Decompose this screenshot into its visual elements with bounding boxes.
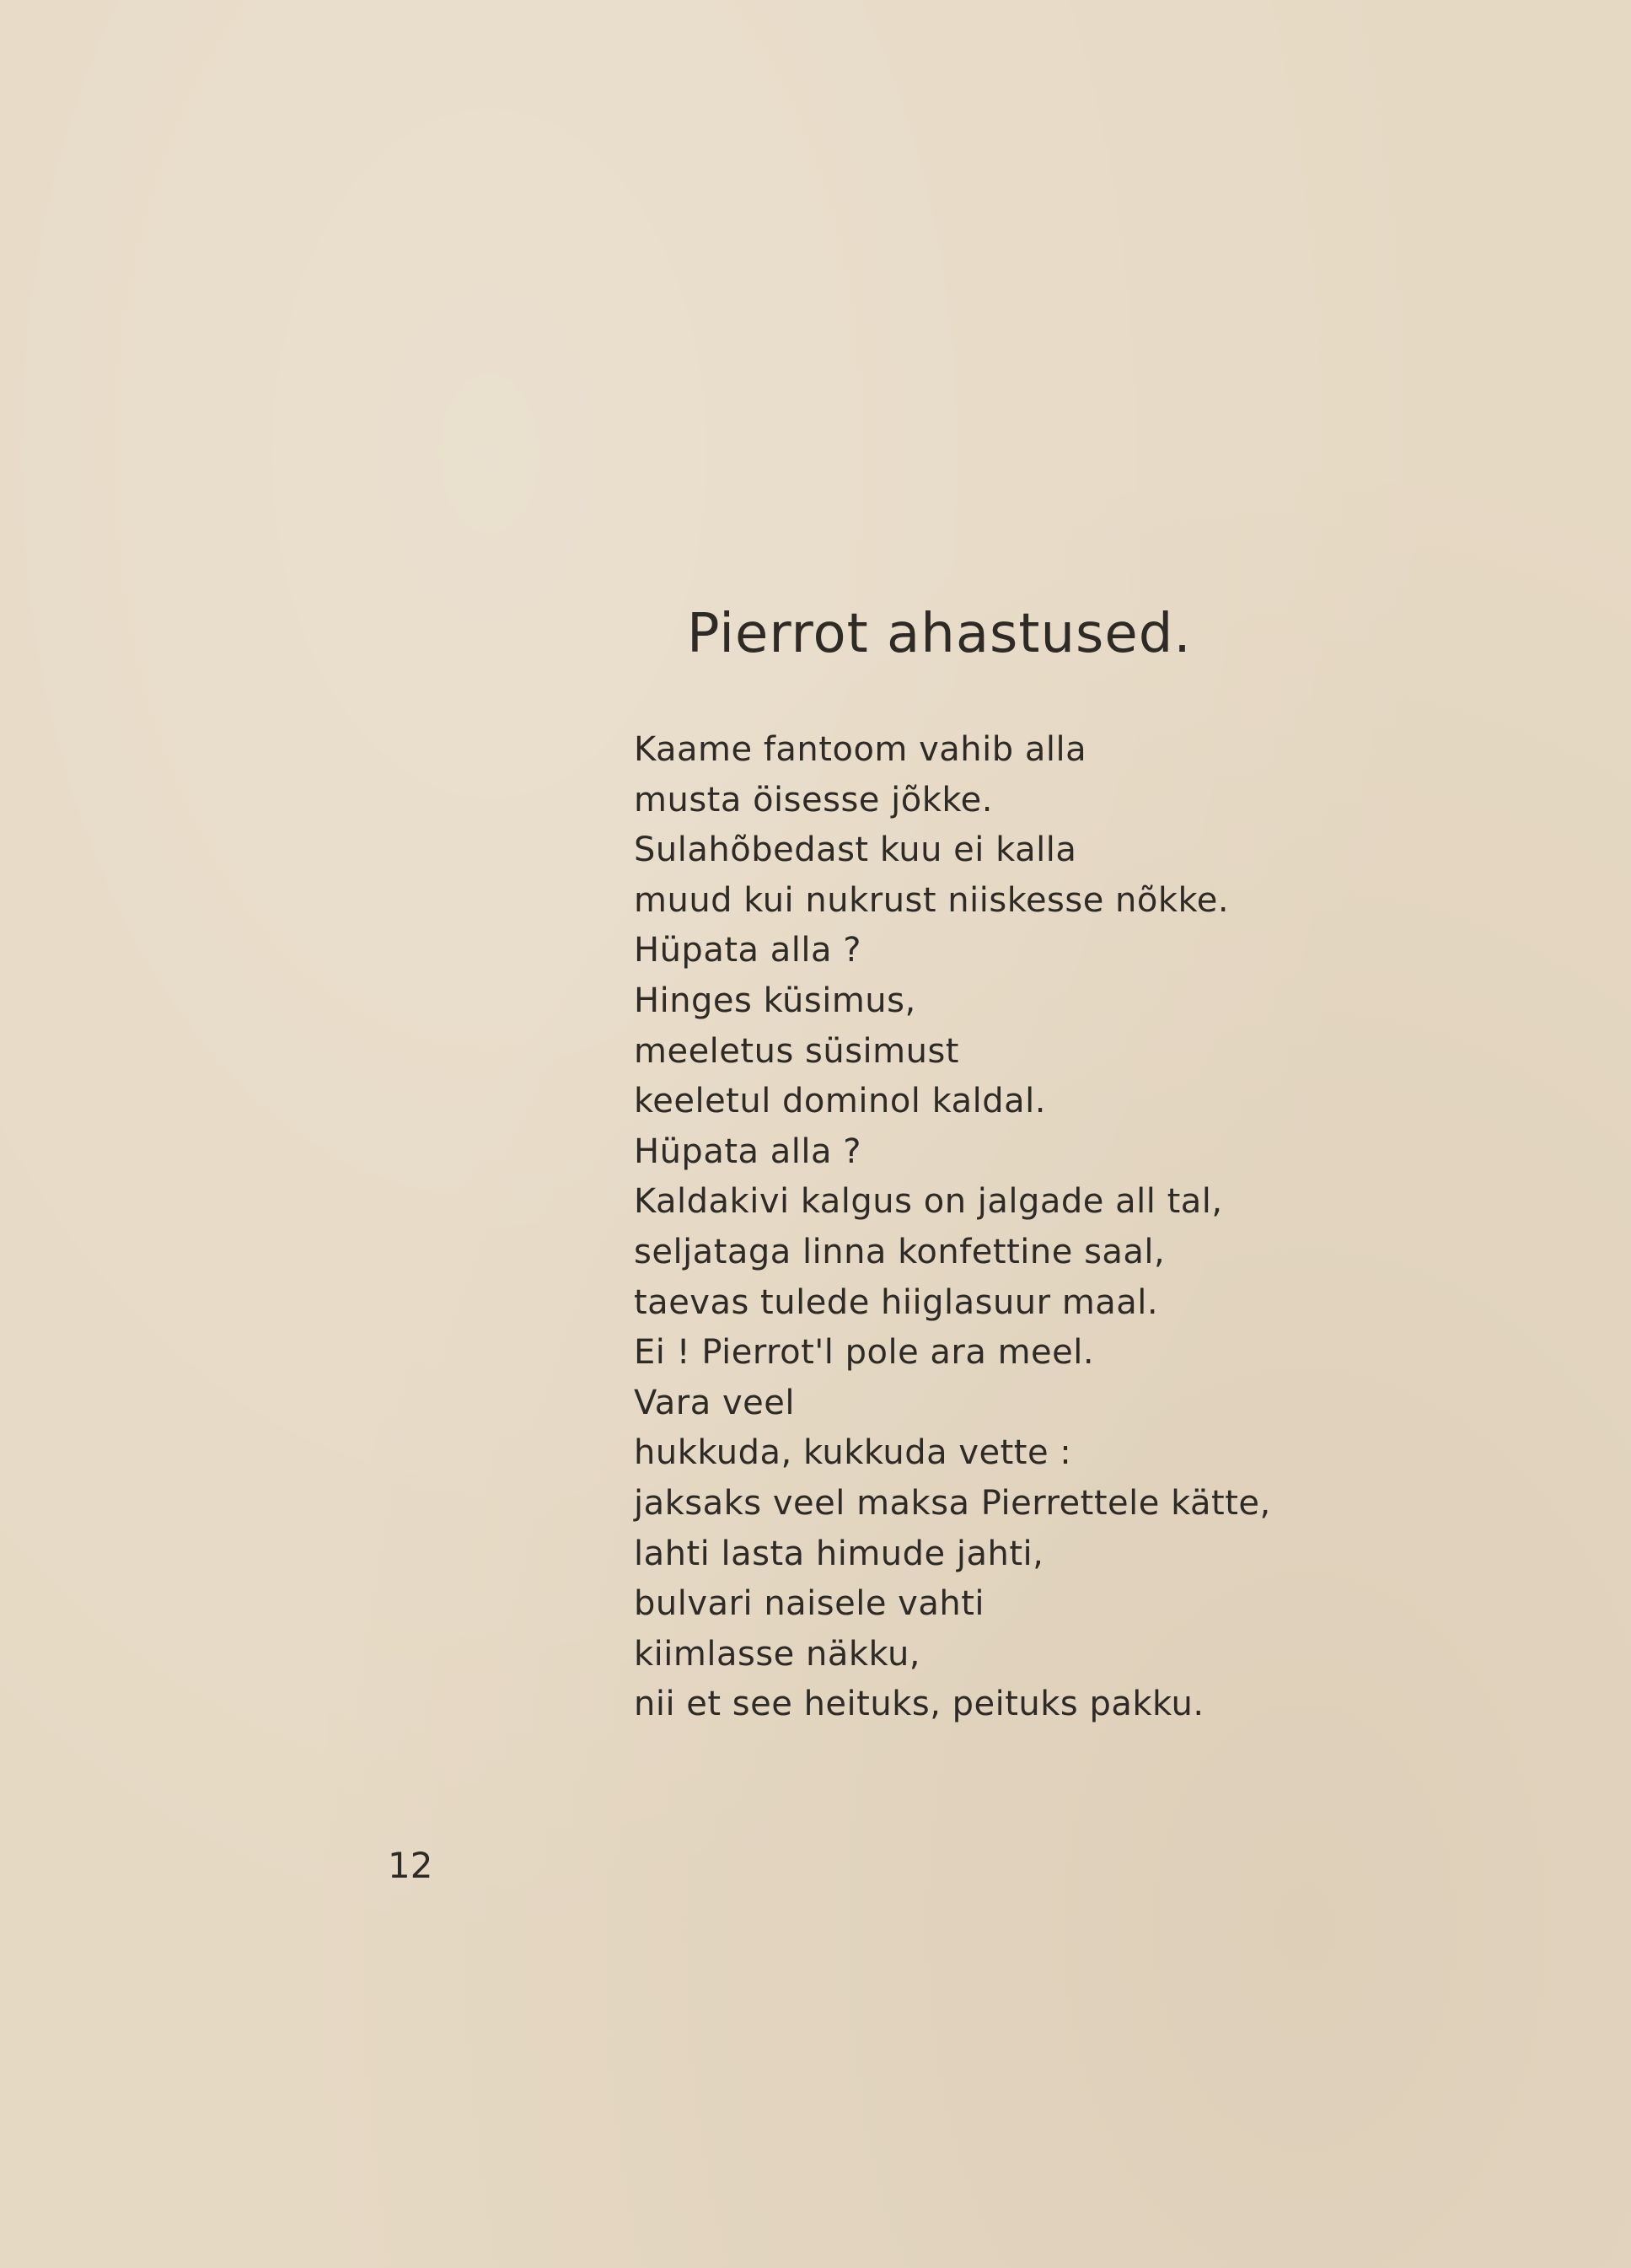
poem-line: hukkuda, kukkuda vette : [634,1433,1072,1473]
poem-line: lahti lasta himude jahti, [634,1534,1044,1573]
poem-line: jaksaks veel maksa Pierrettele kätte, [634,1483,1271,1523]
poem-line: kiimlasse näkku, [634,1634,921,1674]
poem-line: Ei ! Pierrot'l pole ara meel. [634,1333,1095,1373]
poem-line: Sulahõbedast kuu ei kalla [634,830,1077,870]
poem-line: taevas tulede hiiglasuur maal. [634,1282,1159,1322]
poem-title: Pierrot ahastused. [687,603,1192,665]
poem-line: bulvari naisele vahti [634,1584,985,1624]
poem-line: Kaame fantoom vahib alla [634,730,1087,769]
poem-line: musta öisesse jõkke. [634,780,993,820]
poem-line: muud kui nukrust niiskesse nõkke. [634,880,1230,920]
poem-line: Kaldakivi kalgus on jalgade all tal, [634,1182,1223,1222]
poem-line: Hüpata alla ? [634,1131,861,1171]
page-number: 12 [388,1845,433,1886]
poem-line: keeletul dominol kaldal. [634,1082,1046,1121]
poem-line: nii et see heituks, peituks pakku. [634,1685,1204,1724]
poem-line: Hüpata alla ? [634,931,861,970]
poem-line: meeletus süsimust [634,1031,959,1071]
poem-line: Hinges küsimus, [634,981,916,1020]
poem-body [634,725,1271,1730]
poem-line: Vara veel [634,1383,795,1422]
poem-line: seljataga linna konfettine saal, [634,1232,1166,1271]
